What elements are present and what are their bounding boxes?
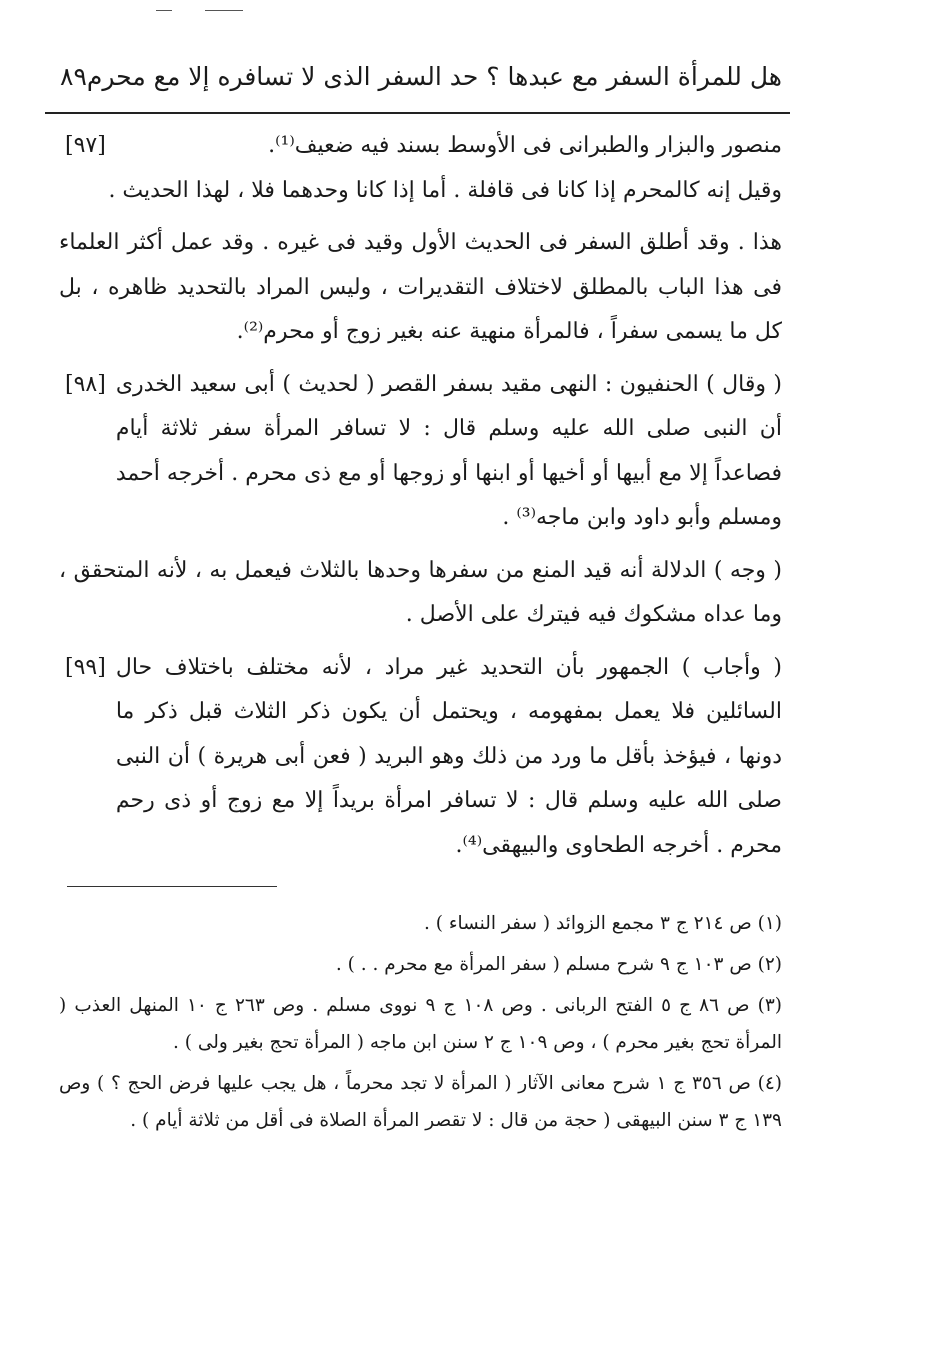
footnote-separator [67,886,277,887]
paragraph-with-marker [45,363,790,541]
footnote: (٤) ص ٣٥٦ ج ١ شرح معانى الآثار ( المرأة لا تجد محرماً ، هل يجب عليها فرض الحج ؟ ) وص ١٣٩ ج ٣ سنن البيهقى ( حجة من قال : لا تقصر المرأة الصلاة فى أقل من ثلاثة أيام ) . [59,1073,782,1131]
paragraph-with-marker [45,124,790,169]
footnote: (١) ص ٢١٤ ج ٣ مجمع الزوائد ( سفر النساء ) . [423,913,782,934]
hadith-number-marker: [٩٩] [65,654,106,680]
footnote: (٣) ص ٨٦ ج ٥ الفتح الربانى . وص ١٠٨ ج ٩ نووى مسلم . وص ٢٦٣ ج ١٠ المنهل العذب ( المرأة تحج بغير محرم ) ، وص ١٠٩ ج ٢ سنن ابن ماجه ( المرأة تحج بغير ولى ) . [59,995,782,1053]
scan-mark [205,10,243,11]
hadith-number-marker: [٩٨] [65,371,106,397]
paragraph: منصور والبزار والطبرانى فى الأوسط بسند فيه ضعيف⁽¹⁾. [268,133,782,158]
running-header [45,62,790,114]
paragraph: ( وجه ) الدلالة أنه قيد المنع من سفرها وحدها بالثلاث فيعمل به ، لأنه المتحقق ، وما عداه مشكوك فيه فيترك على الأصل . [59,557,782,627]
page-number: ٨٩ [60,62,87,91]
paragraph: ( وأجاب ) الجمهور بأن التحديد غير مراد ، لأنه مختلف باختلاف حال السائلين فلا يعمل بمفهومه ، ويحتمل أن يكون ذكر الثلاث قبل ذكر ما دونها ، فيؤخذ بأقل ما ورد من ذلك وهو البريد ( فعن أبى هريرة ) أن النبى صلى الله عليه وسلم قال : لا تسافر امرأة بريداً إلا مع زوج أو ذى رحم محرم . أخرجه الطحاوى والبيهقى⁽⁴⁾. [115,654,782,858]
header-title: هل للمرأة السفر مع عبدها ؟ حد السفر الذى لا تسافره إلا مع محرم [86,62,782,91]
footnotes [45,905,790,1139]
footnote: (٢) ص ١٠٣ ج ٩ شرح مسلم ( سفر المرأة مع محرم . . ) . [335,954,782,975]
hadith-number-marker: [٩٧] [65,133,106,158]
paragraph-with-marker [45,646,790,869]
scan-mark [156,10,172,11]
paragraph: ( وقال ) الحنفيون : النهى مقيد بسفر القصر ( لحديث ) أبى سعيد الخدرى أن النبى صلى الله عليه وسلم قال : لا تسافر المرأة سفر ثلاثة أيام فصاعداً إلا مع أبيها أو أخيها أو ابنها أو زوجها أو مع ذى محرم . أخرجه أحمد ومسلم وأبو داود وابن ماجه⁽³⁾ . [115,371,782,530]
paragraph: وقيل إنه كالمحرم إذا كانا فى قافلة . أما إذا كانا وحدهما فلا ، لهذا الحديث . [108,177,782,203]
paragraph: هذا . وقد أطلق السفر فى الحديث الأول وقيد فى غيره . وقد عمل أكثر العلماء فى هذا الباب بالمطلق لاختلاف التقديرات ، وليس المراد بالتحديد ظاهره ، بل كل ما يسمى سفراً ، فالمرأة منهية عنه بغير زوج أو محرم⁽²⁾. [59,230,782,344]
main-text [45,114,790,868]
book-page [45,62,790,1143]
